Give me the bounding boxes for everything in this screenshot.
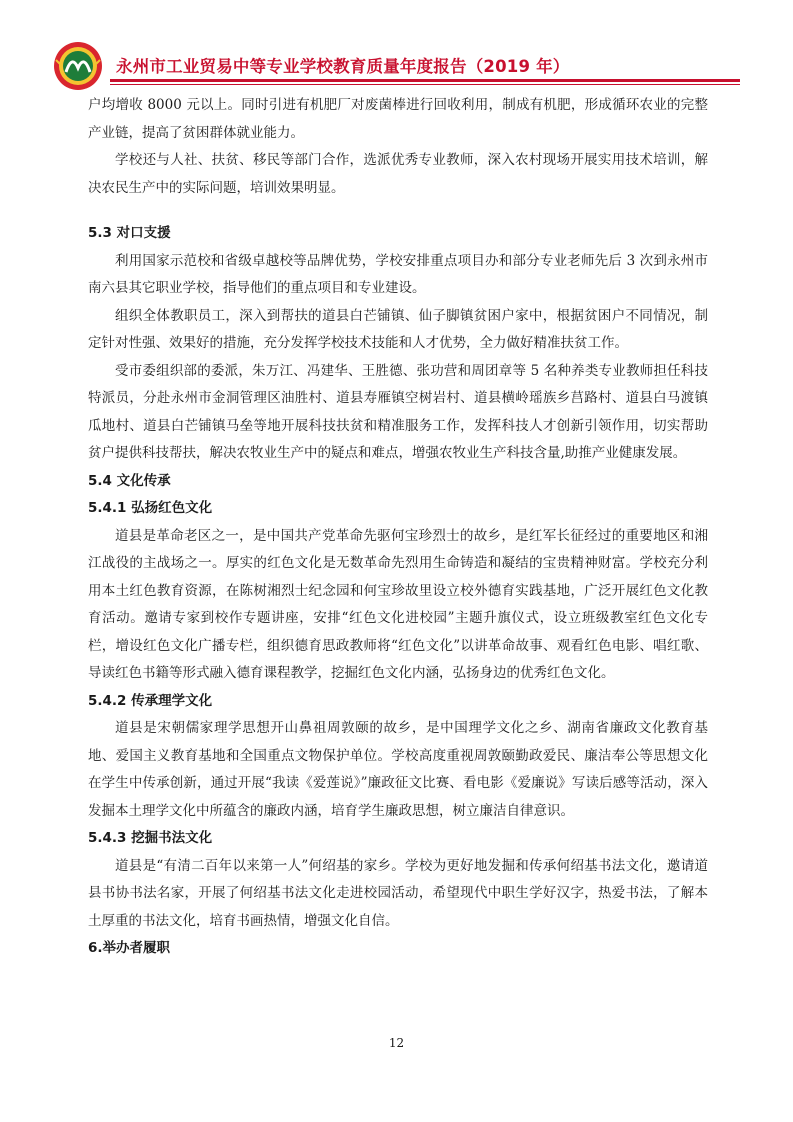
paragraph: 受市委组织部的委派，朱万江、冯建华、王胜德、张功营和周团章等 5 名种养类专业教师担任科技特派员，分赴永州市金洞管理区油胜村、道县寿雁镇空树岩村、道县横岭瑶族乡莒路村、道县白马渡镇瓜地村、道县白芒铺镇马垒等地开展科技扶贫和精准服务工作，发挥科技人才创新引领作用，切实帮助贫户提供科技帮扶，解决农牧业生产中的疑点和难点，增强农牧业生产科技含量,助推产业健康发展。 bbox=[88, 362, 708, 461]
report-title: 永州市工业贸易中等专业学校教育质量年度报告（2019 年） bbox=[116, 57, 570, 76]
document-body bbox=[88, 92, 708, 963]
paragraph: 学校还与人社、扶贫、移民等部门合作，选派优秀专业教师，深入农村现场开展实用技术培训，解决农民生产中的实际问题，培训效果明显。 bbox=[88, 152, 708, 196]
paragraph: 道县是宋朝儒家理学思想开山鼻祖周敦颐的故乡，是中国理学文化之乡、湖南省廉政文化教育基地、爱国主义教育基地和全国重点文物保护单位。学校高度重视周敦颐勤政爱民、廉洁奉公等思想文化在学生中传承创新，通过开展“我读《爱莲说》”廉政征文比赛、看电影《爱廉说》写读后感等活动，深入发掘本土理学文化中所蕴含的廉政内涵，培育学生廉政思想，树立廉洁自律意识。 bbox=[88, 720, 708, 819]
paragraph: 道县是“有清二百年以来第一人”何绍基的家乡。学校为更好地发掘和传承何绍基书法文化，邀请道县书协书法名家，开展了何绍基书法文化走进校园活动，希望现代中职生学好汉字，热爱书法，了解本土厚重的书法文化，培育书画热情，增强文化自信。 bbox=[88, 857, 708, 929]
paragraph: 组织全体教职员工，深入到帮扶的道县白芒铺镇、仙子脚镇贫困户家中，根据贫困户不同情况，制定针对性强、效果好的措施，充分发挥学校技术技能和人才优势，全力做好精准扶贫工作。 bbox=[88, 307, 708, 351]
section-heading-5-4: 5.4 文化传承 bbox=[88, 472, 171, 489]
section-heading-5-4-3: 5.4.3 挖掘书法文化 bbox=[88, 830, 213, 846]
header-divider bbox=[110, 79, 740, 82]
page-header bbox=[52, 40, 742, 92]
section-gap bbox=[88, 202, 708, 220]
school-emblem-icon bbox=[52, 40, 104, 92]
section-heading-5-4-2: 5.4.2 传承理学文化 bbox=[88, 692, 213, 709]
paragraph: 道县是革命老区之一，是中国共产党革命先驱何宝珍烈士的故乡，是红军长征经过的重要地区和湘江战役的主战场之一。厚实的红色文化是无数革命先烈用生命铸造和凝结的宝贵精神财富。学校充分利用本土红色教育资源，在陈树湘烈士纪念园和何宝珍故里设立校外德育实践基地，广泛开展红色文化教育活动。邀请专家到校作专题讲座，安排“红色文化进校园”主题升旗仪式，设立班级教室红色文化专栏，增设红色文化广播专栏，组织德育思政教师将“红色文化”以讲革命故事、观看红色电影、唱红歌、导读红色书籍等形式融入德育课程教学，挖掘红色文化内涵，弘扬身边的优秀红色文化。 bbox=[88, 527, 708, 681]
paragraph: 利用国家示范校和省级卓越校等品牌优势，学校安排重点项目办和部分专业老师先后 3 次到永州市南六县其它职业学校，指导他们的重点项目和专业建设。 bbox=[88, 252, 708, 296]
section-heading-5-4-1: 5.4.1 弘扬红色文化 bbox=[88, 500, 213, 516]
page-number: 12 bbox=[388, 1036, 405, 1050]
section-heading-5-3: 5.3 对口支援 bbox=[88, 225, 171, 241]
header-divider-thin bbox=[110, 84, 740, 85]
paragraph: 户均增收 8000 元以上。同时引进有机肥厂对废菌棒进行回收利用，制成有机肥，形成循环农业的完整产业链，提高了贫困群体就业能力。 bbox=[88, 97, 708, 141]
section-heading-6: 6.举办者履职 bbox=[88, 940, 171, 956]
